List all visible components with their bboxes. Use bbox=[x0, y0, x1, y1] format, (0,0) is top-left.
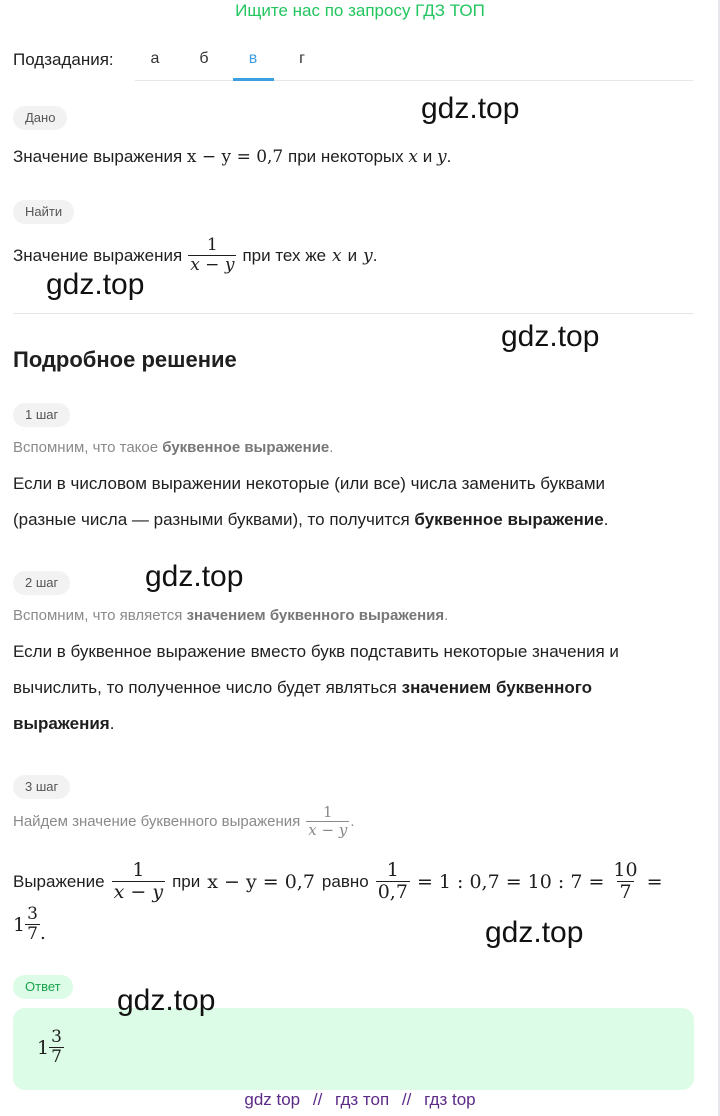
step1-line2-bold: буквенное выражение bbox=[414, 510, 604, 529]
step3-calc-fraction2-den: 0,7 bbox=[377, 881, 408, 904]
step1-line2-before: (разные числа — разными буквами), то получится bbox=[13, 510, 410, 529]
step3-result-den: 7 bbox=[27, 923, 38, 944]
step3-result-num: 3 bbox=[27, 904, 38, 924]
find-text-before: Значение выражения bbox=[13, 246, 183, 265]
step1-chip: 1 шаг bbox=[13, 403, 70, 427]
tab-a[interactable]: а bbox=[150, 50, 160, 67]
find-and: и bbox=[347, 246, 358, 265]
given-var-y: y bbox=[436, 147, 447, 167]
step2-line2 bbox=[13, 670, 592, 706]
footer-link-gdz-top-mixed[interactable]: гдз top bbox=[424, 1090, 476, 1109]
subtasks-label: Подзадания: bbox=[13, 50, 114, 69]
answer-chip: Ответ bbox=[13, 975, 73, 999]
step2-hint-before: Вспомним, что является bbox=[13, 607, 183, 624]
find-fraction-num: 1 bbox=[206, 235, 218, 256]
step3-calc-word2: при bbox=[172, 872, 201, 891]
step3-result bbox=[13, 905, 46, 944]
find-dot: . bbox=[372, 246, 378, 265]
step3-hint-before: Найдем значение буквенного выражения bbox=[13, 812, 301, 830]
step3-calc-expr: x − y = 0,7 bbox=[207, 871, 315, 893]
active-tab-indicator bbox=[233, 78, 274, 81]
step2-hint bbox=[13, 607, 448, 624]
answer-value bbox=[37, 1028, 64, 1067]
step2-hint-bold: значением буквенного выражения bbox=[186, 607, 445, 624]
footer-link-gdz-top-ru[interactable]: гдз топ bbox=[335, 1090, 390, 1109]
step3-hint-fraction bbox=[306, 804, 349, 839]
step3-hint bbox=[13, 804, 354, 839]
answer-num: 3 bbox=[51, 1027, 62, 1047]
tab-g[interactable]: г bbox=[299, 50, 305, 67]
watermark: gdz.top bbox=[421, 92, 520, 125]
footer-separator: // bbox=[401, 1090, 412, 1109]
footer-separator: // bbox=[312, 1090, 323, 1109]
step2-line3-bold: выражения bbox=[13, 714, 110, 733]
step1-line1: Если в числовом выражении некоторые (или все) числа заменить буквами bbox=[13, 474, 606, 493]
step1-hint-before: Вспомним, что такое bbox=[13, 439, 159, 456]
tabs-divider bbox=[135, 80, 693, 81]
step1-line2-after: . bbox=[603, 510, 609, 529]
step3-hint-fraction-den: x − y bbox=[308, 820, 348, 839]
step3-result-fraction bbox=[25, 905, 40, 944]
step2-line3 bbox=[13, 706, 114, 742]
step2-line3-after: . bbox=[109, 714, 115, 733]
given-and: и bbox=[422, 147, 433, 166]
step3-hint-fraction-num: 1 bbox=[323, 803, 333, 821]
answer-box bbox=[13, 1008, 694, 1090]
given-chip: Дано bbox=[13, 106, 67, 130]
answer-whole: 1 bbox=[37, 1036, 50, 1059]
step3-calc-eq: = bbox=[646, 871, 663, 893]
step3-calc-fraction-den: x − y bbox=[113, 881, 164, 904]
footer-links bbox=[0, 1090, 720, 1110]
given-text-before: Значение выражения bbox=[13, 147, 183, 166]
watermark: gdz.top bbox=[501, 320, 600, 353]
find-fraction bbox=[188, 236, 236, 275]
step2-chip: 2 шаг bbox=[13, 571, 70, 595]
given-expression: x − y = 0,7 bbox=[186, 147, 284, 167]
top-banner: Ищите нас по запросу ГДЗ ТОП bbox=[235, 1, 485, 20]
step2-hint-after: . bbox=[444, 607, 449, 624]
step2-line1: Если в буквенное выражение вместо букв подставить некоторые значения и bbox=[13, 642, 619, 661]
step3-calc-fraction2 bbox=[376, 860, 410, 904]
step3-result-whole: 1 bbox=[13, 913, 26, 936]
given-var-x: x bbox=[408, 147, 418, 167]
step1-hint-bold: буквенное выражение bbox=[162, 439, 330, 456]
step1-line2 bbox=[13, 502, 608, 538]
step3-hint-after: . bbox=[350, 812, 355, 830]
given-dot: . bbox=[446, 147, 452, 166]
step3-calc-word1: Выражение bbox=[13, 872, 105, 891]
footer-link-gdz-top[interactable]: gdz top bbox=[244, 1090, 301, 1109]
find-var-y: y bbox=[363, 246, 373, 266]
watermark: gdz.top bbox=[46, 268, 145, 301]
answer-den: 7 bbox=[51, 1046, 62, 1067]
tab-v[interactable]: в bbox=[248, 50, 258, 67]
step3-calc-chain: = 1 : 0,7 = 10 : 7 = bbox=[416, 871, 605, 893]
step2-line2-before: вычислить, то полученное число будет являться bbox=[13, 678, 397, 697]
step3-calc-fraction3 bbox=[611, 860, 639, 904]
find-var-x: x bbox=[332, 246, 342, 266]
watermark: gdz.top bbox=[145, 560, 244, 593]
step3-calc-fraction3-num: 10 bbox=[613, 859, 638, 882]
step3-calc-fraction bbox=[112, 860, 165, 904]
step3-calc-line bbox=[13, 856, 663, 908]
step1-hint-after: . bbox=[329, 439, 334, 456]
step3-calc-fraction3-den: 7 bbox=[619, 881, 632, 904]
section-divider bbox=[13, 313, 694, 314]
step3-calc-fraction-num: 1 bbox=[132, 859, 145, 882]
answer-fraction bbox=[49, 1028, 64, 1067]
step3-chip: 3 шаг bbox=[13, 775, 70, 799]
watermark: gdz.top bbox=[117, 984, 216, 1017]
find-text-after: при тех же bbox=[242, 246, 327, 265]
step3-calc-word3: равно bbox=[321, 872, 369, 891]
step1-hint bbox=[13, 439, 333, 456]
step3-result-dot: . bbox=[39, 922, 46, 945]
find-chip: Найти bbox=[13, 200, 74, 224]
tab-b[interactable]: б bbox=[199, 50, 209, 67]
step3-calc-fraction2-num: 1 bbox=[386, 859, 399, 882]
given-text-after: при некоторых bbox=[288, 147, 404, 166]
watermark: gdz.top bbox=[485, 916, 584, 949]
find-fraction-den: x − y bbox=[190, 255, 235, 276]
given-text bbox=[13, 139, 451, 175]
solution-title: Подробное решение bbox=[13, 347, 237, 372]
step2-line2-bold: значением буквенного bbox=[401, 678, 593, 697]
